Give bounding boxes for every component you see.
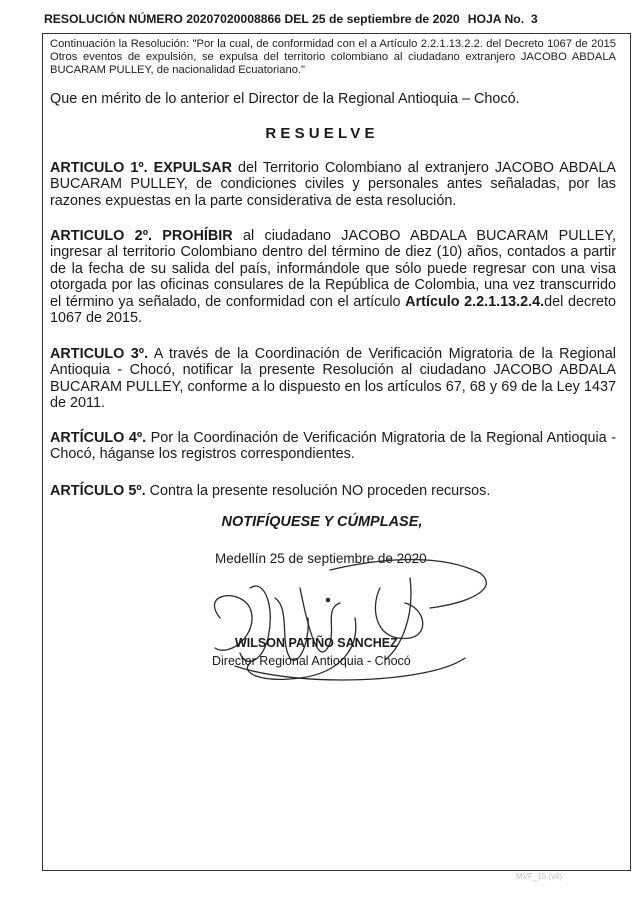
article-5-label: ARTÍCULO 5º. <box>50 483 146 499</box>
resolution-number: RESOLUCIÓN NÚMERO 20207020008866 DEL 25 de septiembre de 2020 <box>44 12 460 26</box>
article-1-text: del Territorio Colombiano al extranjero JACOBO ABDALA BUCARAM PULLEY, de condiciones civiles y personales antes señaladas, por las razones expuestas en la parte considerativa de esta resolución. <box>50 160 616 209</box>
article-2-tail: del decreto 1067 de 2015. <box>50 293 616 327</box>
sheet-number: 3 <box>530 12 538 26</box>
form-code: MVF_15 (v4) <box>516 872 563 881</box>
article-2-keyword: PROHÍBIR <box>162 228 233 244</box>
article-2 <box>50 228 616 326</box>
article-2-text: al ciudadano JACOBO ABDALA BUCARAM PULLEY, ingresar al territorio Colombiano dentro del término de diez (10) años, contados a partir de la fecha de su salida del país, informándole que sólo puede regresar con una visa otorgada por las oficinas consulares de la República de Colombia, una vez transcurrido el término ya señalado, de conformidad con el artículo <box>50 228 616 310</box>
sheet-label: HOJA No. <box>467 12 525 26</box>
handwritten-signature <box>180 548 500 698</box>
article-4-text: Por la Coordinación de Verificación Migratoria de la Regional Antioquia - Chocó, háganse los registros correspondientes. <box>50 430 616 463</box>
article-2-ref: Artículo 2.2.1.13.2.4. <box>405 293 545 310</box>
closing-phrase: NOTIFÍQUESE Y CÚMPLASE, <box>221 514 423 530</box>
merit-paragraph: Que en mérito de lo anterior el Director de la Regional Antioquia – Chocó. <box>50 91 520 107</box>
article-1-label: ARTICULO 1º. <box>50 160 148 176</box>
resolution-header <box>44 12 538 26</box>
article-1 <box>50 160 616 209</box>
signer-role: Director Regional Antioquia - Chocó <box>212 654 411 668</box>
article-2-label: ARTICULO 2º. <box>50 228 152 244</box>
resuelve-heading: RESUELVE <box>265 125 379 142</box>
article-3-text: A través de la Coordinación de Verificación Migratoria de la Regional Antioquia - Chocó, notificar la presente Resolución al ciudadano JACOBO ABDALA BUCARAM PULLEY, conforme a lo dispuesto en los artículos 67, 68 y 69 de la Ley 1437 de 2011. <box>50 346 616 412</box>
article-5 <box>50 483 616 499</box>
signing-date: Medellín 25 de septiembre de 2020 <box>215 551 427 566</box>
article-5-text: Contra la presente resolución NO proceden recursos. <box>145 483 491 499</box>
article-3 <box>50 346 616 412</box>
article-3-label: ARTICULO 3º. <box>50 346 149 362</box>
article-4 <box>50 430 616 463</box>
article-4-label: ARTÍCULO 4º. <box>50 430 147 446</box>
continuation-note: Continuación la Resolución: "Por la cual, de conformidad con el a Artículo 2.2.1.13.2.2. del Decreto 1067 de 2015 Otros eventos de expulsión, se expulsa del territorio colombiano al ciudadano extranjero JACOBO ABDALA BUCARAM PULLEY, de nacionalidad Ecuatoriano." <box>50 38 616 77</box>
signer-name: WILSON PATIÑO SANCHEZ <box>235 636 398 650</box>
article-1-keyword: EXPULSAR <box>153 160 232 176</box>
